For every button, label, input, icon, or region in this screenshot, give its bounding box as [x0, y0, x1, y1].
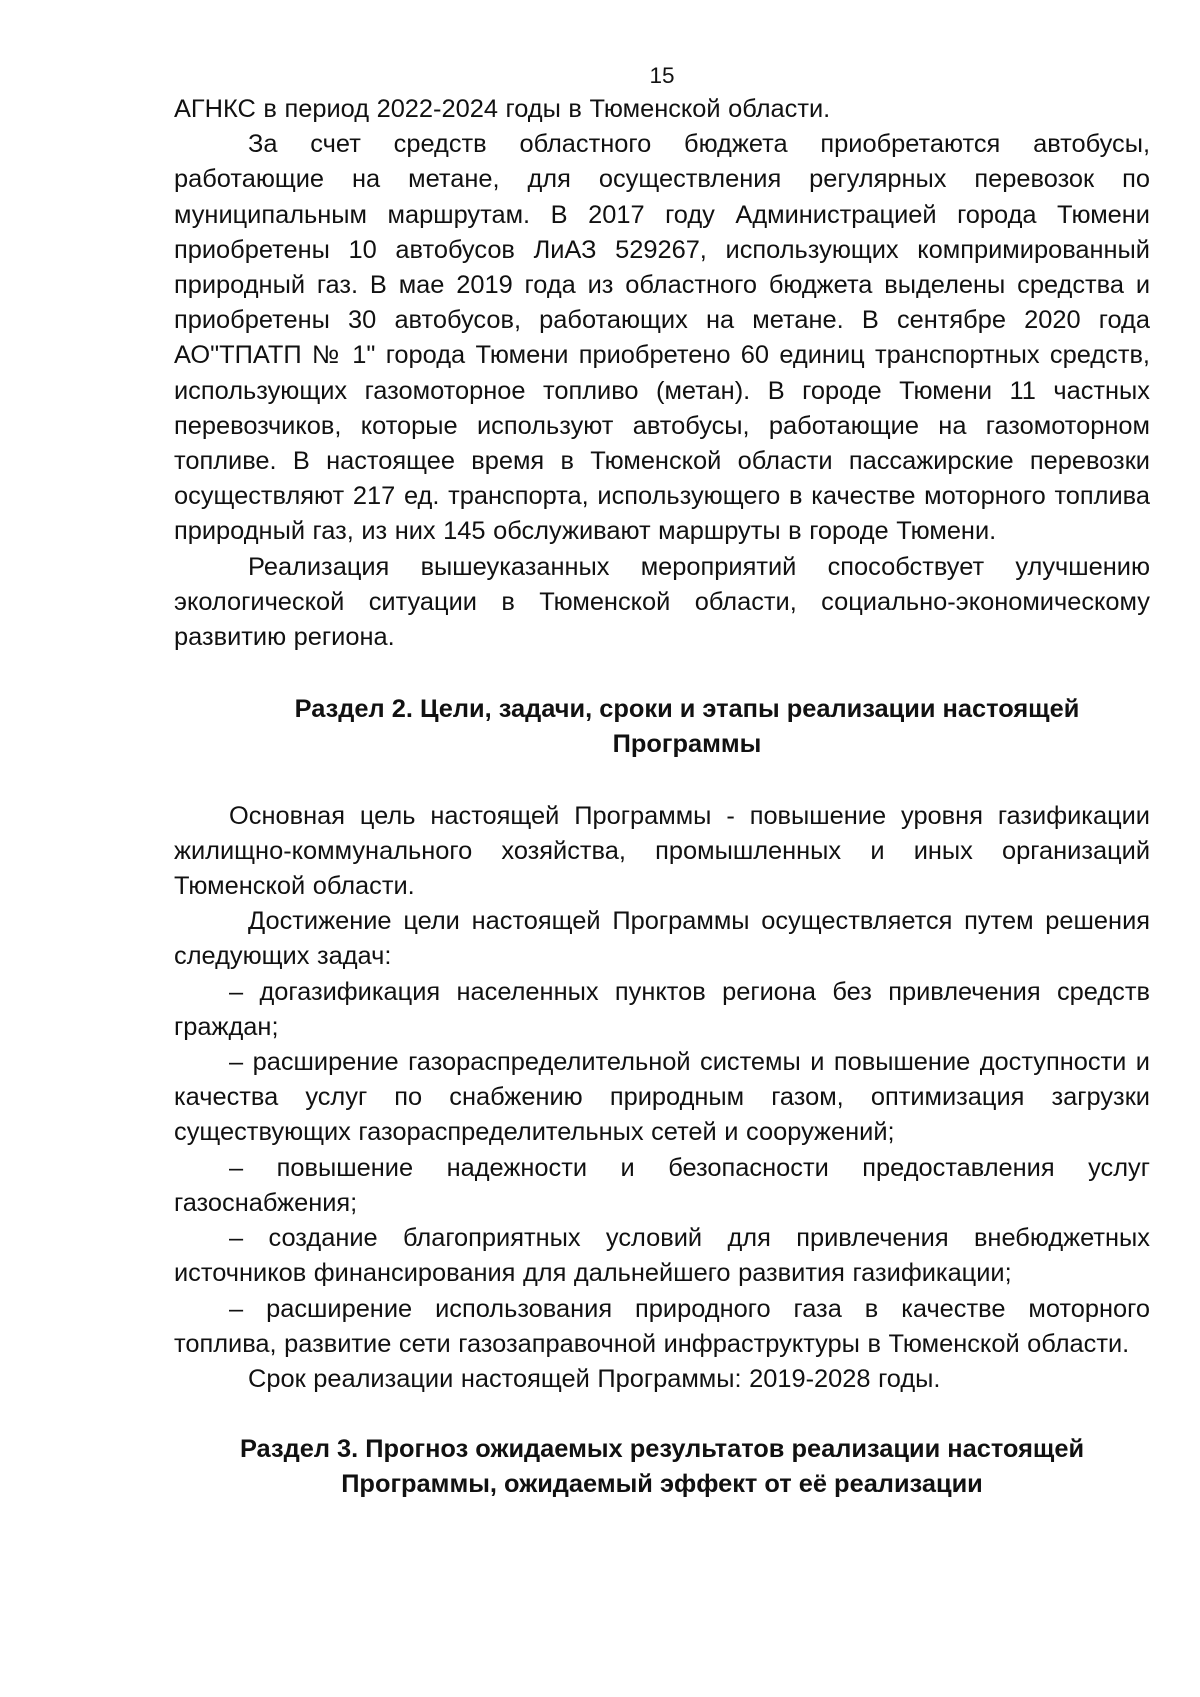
paragraph-tasks-intro: Достижение цели настоящей Программы осуществляется путем решения следующих задач: — [174, 907, 1150, 971]
paragraph-goal: Основная цель настоящей Программы - повышение уровня газификации жилищно-коммунального хозяйства, промышленных и иных организаций Тюменской области. — [174, 801, 1150, 901]
paragraph-ecology: Реализация вышеуказанных мероприятий способствует улучшению экологической ситуации в Тюменской области, социально-экономическому развитию региона. — [174, 552, 1150, 652]
section-2-heading-line2: Программы — [612, 730, 762, 759]
task-item: – создание благоприятных условий для привлечения внебюджетных источников финансирования для дальнейшего развития газификации; — [174, 1224, 1150, 1288]
document-page — [174, 62, 1150, 1503]
section-3-heading-line2: Программы, ожидаемый эффект от её реализации — [341, 1470, 983, 1499]
section-3-heading — [174, 1432, 1150, 1502]
task-item: – повышение надежности и безопасности предоставления услуг газоснабжения; — [174, 1153, 1150, 1217]
section-2-heading-line1: Раздел 2. Цели, задачи, сроки и этапы реализации настоящей — [294, 695, 1080, 724]
paragraph-buses: За счет средств областного бюджета приобретаются автобусы, работающие на метане, для осуществления регулярных перевозок по муниципальным маршрутам. В 2017 году Администрацией города Тюмени приобретены 10 автобусов ЛиАЗ 529267, использующих компримированный природный газ. В мае 2019 года из областного бюджета выделены средства и приобретены 30 автобусов, работающих на метане. В сентябре 2020 года АО"ТПАТП № 1" города Тюмени приобретено 60 единиц транспортных средств, использующих газомоторное топливо (метан). В городе Тюмени 11 частных перевозчиков, которые используют автобусы, работающие на газомоторном топливе. В настоящее время в Тюменской области пассажирские перевозки осуществляют 217 ед. транспорта, использующего в качестве моторного топлива природный газ, из них 145 обслуживают маршруты в городе Тюмени. — [174, 130, 1150, 546]
task-item: – догазификация населенных пунктов региона без привлечения средств граждан; — [174, 977, 1150, 1041]
paragraph-continuation: АГНКС в период 2022-2024 годы в Тюменской области. — [174, 95, 831, 123]
paragraph-term: Срок реализации настоящей Программы: 2019-2028 годы. — [248, 1364, 941, 1393]
section-3-heading-line1: Раздел 3. Прогноз ожидаемых результатов реализации настоящей — [239, 1435, 1085, 1464]
section-2-heading — [174, 692, 1150, 762]
task-item: – расширение использования природного газа в качестве моторного топлива, развитие сети газозаправочной инфраструктуры в Тюменской области. — [174, 1294, 1150, 1358]
task-item: – расширение газораспределительной системы и повышение доступности и качества услуг по снабжению природным газом, оптимизация загрузки существующих газораспределительных сетей и сооружений; — [174, 1048, 1150, 1147]
page-number: 15 — [649, 63, 675, 88]
